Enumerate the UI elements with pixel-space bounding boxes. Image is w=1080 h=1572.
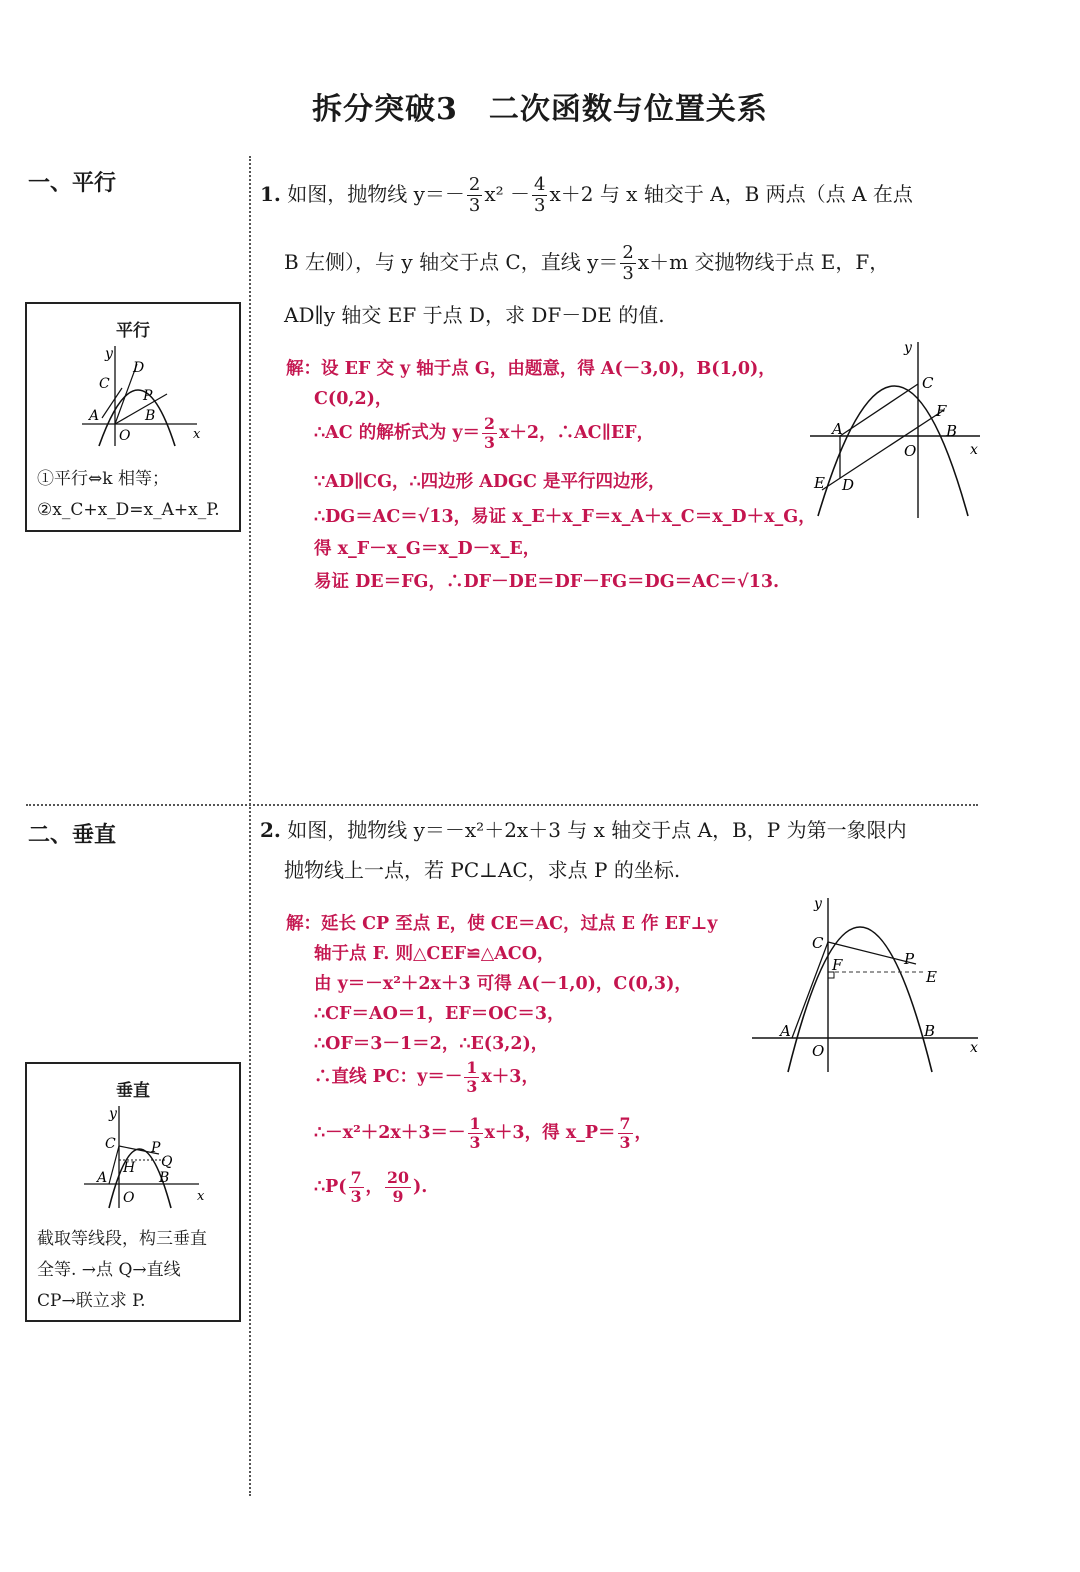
- line-ac: [792, 942, 828, 1038]
- label-c: C: [105, 1136, 116, 1152]
- label-a: A: [89, 408, 100, 424]
- solution-2-line-7: ∴－x²＋2x＋3＝－ $\frac{1}{3}$ x＋3，得 x_P＝ $\frac{7}{3}$ ，: [314, 1114, 653, 1152]
- label-b: B: [924, 1022, 936, 1040]
- tip-box-perpendicular: [25, 1062, 241, 1322]
- label-p: P: [904, 950, 915, 968]
- question-2-line-2: 抛物线上一点，若 PC⊥AC，求点 P 的坐标.: [284, 858, 681, 882]
- solution-1-line-3: ∴AC 的解析式为 y＝ $\frac{2}{3}$ x＋2，∴AC∥EF，: [314, 414, 655, 452]
- label-p: P: [143, 388, 153, 404]
- tip-step-2: 全等. →点 Q→直线: [37, 1260, 181, 1280]
- label-d: D: [133, 360, 145, 376]
- solution-1-line-2: C(0,2)，: [314, 389, 393, 409]
- label-f: F: [936, 402, 947, 420]
- question-1-line-3: AD∥y 轴交 EF 于点 D，求 DF－DE 的值.: [284, 303, 665, 327]
- solution-1-line-4: ∵AD∥CG，∴四边形 ADGC 是平行四边形，: [314, 472, 666, 492]
- question-number: 1.: [260, 182, 281, 206]
- tip-rule-1: ①平行⇔k 相等；: [37, 469, 169, 489]
- tip-rule-2: ②x_C+x_D=x_A+x_P.: [37, 500, 220, 520]
- parabola: [99, 390, 175, 446]
- label-o: O: [904, 442, 917, 460]
- tip-parallel-diagram: [77, 340, 217, 450]
- solution-2-line-2: 轴于点 F. 则△CEF≌△ACO，: [314, 944, 555, 964]
- label-x: x: [197, 1189, 205, 1204]
- label-y: y: [109, 1106, 117, 1122]
- label-x: x: [970, 442, 978, 458]
- figure-2-parabola: [748, 892, 984, 1076]
- label-e: E: [926, 968, 937, 986]
- label-a: A: [97, 1170, 108, 1186]
- solution-2-line-5: ∴OF＝3－1＝2，∴E(3,2)，: [314, 1034, 549, 1054]
- label-a: A: [780, 1022, 791, 1040]
- label-y: y: [105, 346, 113, 362]
- label-f: F: [832, 956, 843, 974]
- label-b: B: [145, 408, 156, 424]
- section-heading-parallel: 一、平行: [28, 171, 117, 196]
- tip-perpendicular-diagram: [79, 1100, 219, 1212]
- label-o: O: [119, 428, 131, 444]
- question-1-line-2: B 左侧），与 y 轴交于点 C，直线 y＝ $\frac{2}{3}$ x＋m 交抛物线于点 E，F，: [284, 242, 890, 284]
- label-x: x: [193, 427, 201, 442]
- label-x: x: [970, 1040, 978, 1056]
- solution-2-line-6: ∴直线 PC：y＝－ $\frac{1}{3}$ x＋3，: [314, 1058, 539, 1096]
- section-heading-perpendicular: 二、垂直: [28, 823, 117, 848]
- label-e: E: [814, 474, 825, 492]
- label-a: A: [832, 420, 843, 438]
- tip-step-3: CP→联立求 P.: [37, 1291, 146, 1311]
- label-d: D: [842, 476, 855, 494]
- solution-1-line-1: 解：设 EF 交 y 轴于点 G，由题意，得 A(－3,0)，B(1,0)，: [286, 359, 776, 379]
- solution-2-line-1: 解：延长 CP 至点 E，使 CE＝AC，过点 E 作 EF⊥y: [286, 914, 718, 934]
- label-h: H: [123, 1160, 136, 1176]
- label-y: y: [904, 340, 912, 356]
- tip-box-title: 垂直: [116, 1081, 150, 1101]
- label-c: C: [922, 374, 934, 392]
- page-title: 拆分突破3 二次函数与位置关系: [312, 92, 768, 127]
- tip-box-title: 平行: [116, 321, 150, 341]
- tip-step-1: 截取等线段，构三垂直: [37, 1229, 207, 1249]
- question-2-line-1: 2. 如图，抛物线 y＝－x²＋2x＋3 与 x 轴交于点 A，B，P 为第一象限内: [260, 818, 907, 842]
- section-divider: [26, 804, 978, 806]
- parabola: [788, 927, 932, 1072]
- solution-1-line-7: 易证 DE＝FG，∴DF－DE＝DF－FG＝DG＝AC＝√13.: [314, 572, 780, 592]
- solution-2-line-4: ∴CF＝AO＝1，EF＝OC＝3，: [314, 1004, 565, 1024]
- label-c: C: [812, 934, 824, 952]
- label-c: C: [99, 376, 110, 392]
- solution-2-line-8: ∴P( $\frac{7}{3}$ ， $\frac{20}{9}$ ).: [314, 1168, 428, 1206]
- solution-1-line-5: ∴DG＝AC＝√13，易证 x_E＋x_F＝x_A＋x_C＝x_D＋x_G，: [314, 507, 816, 527]
- label-b: B: [946, 422, 958, 440]
- label-p: P: [151, 1140, 161, 1156]
- label-q: Q: [161, 1154, 173, 1170]
- label-o: O: [123, 1190, 135, 1206]
- label-y: y: [814, 896, 822, 912]
- tip-box-parallel: [25, 302, 241, 532]
- question-number: 2.: [260, 818, 281, 842]
- solution-1-line-6: 得 x_F－x_G＝x_D－x_E，: [314, 539, 541, 559]
- question-1-line-1: 1. 如图，抛物线 y＝－ $\frac{2}{3}$ x² － $\frac{4}{3}$ x＋2 与 x 轴交于 A，B 两点（点 A 在点: [260, 174, 913, 216]
- solution-2-line-3: 由 y＝－x²＋2x＋3 可得 A(－1,0)，C(0,3)，: [314, 974, 692, 994]
- figure-1-parabola: [804, 336, 984, 522]
- column-divider: [249, 156, 251, 1496]
- label-b: B: [159, 1170, 170, 1186]
- label-o: O: [812, 1042, 825, 1060]
